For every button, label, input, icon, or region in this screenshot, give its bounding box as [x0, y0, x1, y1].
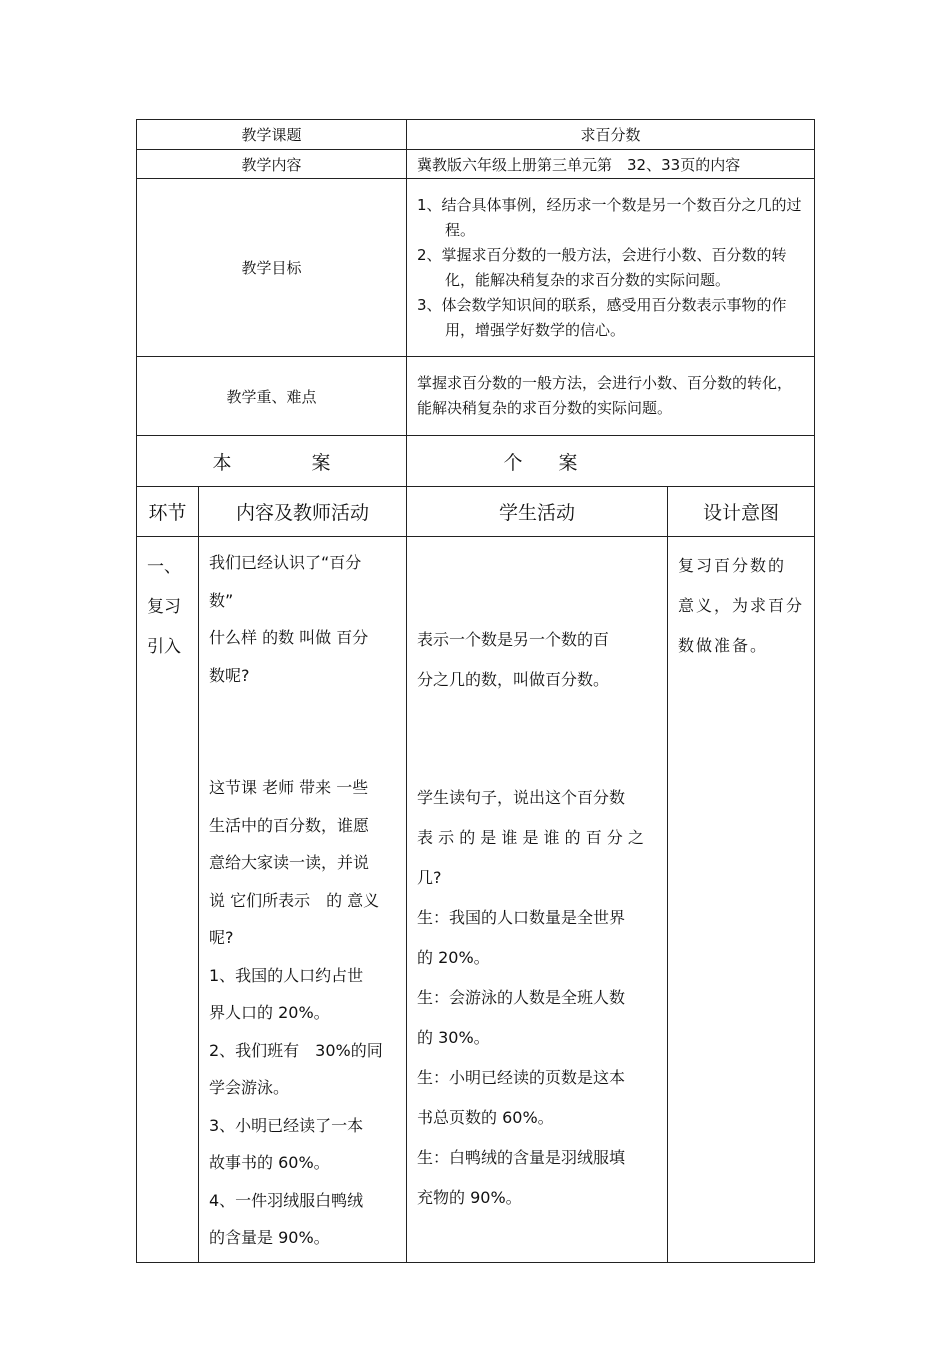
design-line: 复习百分数的 — [678, 556, 787, 575]
key-value-cell — [407, 357, 815, 436]
student-line: 生：白鸭绒的含量是羽绒服填 — [417, 1148, 626, 1167]
goal-item: 3、体会数学知识间的联系，感受用百分数表示事物的作用，增强学好数学的信心。 — [417, 295, 787, 339]
teacher-line: 数呢? — [209, 665, 250, 685]
student-line — [417, 700, 661, 740]
ge-an-char-1: 个 — [503, 451, 523, 474]
ben-an-char-2: 案 — [311, 451, 331, 474]
topic-label: 教学课题 — [137, 120, 407, 150]
design-line: 数做准备。 — [678, 636, 769, 655]
goal-item: 1、结合具体事例，经历求一个数是另一个数百分之几的过程。 — [417, 195, 802, 239]
teacher-line: 数” — [209, 590, 234, 610]
student-line: 学生读句子，说出这个百分数 — [417, 788, 626, 807]
key-label: 教学重、难点 — [137, 357, 407, 436]
column-header-row — [137, 487, 815, 537]
topic-row — [137, 120, 815, 150]
teacher-line: 呢? — [209, 928, 234, 947]
stage-line: 引入 — [147, 637, 181, 657]
student-line: 生：我国的人口数量是全世界 — [417, 908, 626, 927]
ge-an-header — [407, 436, 815, 487]
teacher-line: 生活中的百分数，谁愿 — [209, 815, 370, 835]
ge-an-char-2: 案 — [558, 451, 578, 474]
content-value: 冀教版六年级上册第三单元第 32、33页的内容 — [407, 150, 815, 179]
design-line: 意义，为求百分 — [678, 596, 805, 615]
topic-value: 求百分数 — [407, 120, 815, 150]
col-student: 学生活动 — [407, 487, 668, 537]
design-cell — [668, 537, 815, 1263]
teacher-line: 1、我国的人口约占世 — [209, 965, 364, 985]
student-cell — [407, 537, 668, 1263]
student-line: 分之几的数，叫做百分数。 — [417, 670, 610, 689]
lesson-plan-table — [136, 119, 815, 1263]
student-line: 书总页数的 60%。 — [417, 1108, 554, 1127]
teacher-line: 2、我们班有 30%的同 — [209, 1040, 383, 1060]
stage-cell — [137, 537, 199, 1263]
teacher-line: 的含量是 90%。 — [209, 1228, 330, 1247]
ben-an-char-1: 本 — [212, 451, 232, 474]
goals-cell — [407, 179, 815, 357]
teacher-line: 学会游泳。 — [209, 1078, 290, 1097]
teacher-line: 说 它们所表示 的 意义 — [209, 890, 380, 910]
content-row — [137, 150, 815, 179]
stage-line: 复习 — [147, 597, 181, 617]
stage-line: 一、 — [147, 557, 181, 577]
teacher-line: 3、小明已经读了一本 — [209, 1115, 364, 1135]
teacher-line: 我们已经认识了“百分 — [209, 553, 362, 572]
teacher-line: 界人口的 20%。 — [209, 1003, 330, 1022]
teacher-line: 什么样 的数 叫做 百分 — [209, 628, 369, 647]
student-line: 表示一个数是另一个数的百 — [417, 630, 610, 649]
teacher-line — [209, 694, 400, 732]
teacher-line — [209, 732, 400, 770]
goals-label: 教学目标 — [137, 179, 407, 357]
student-line: 的 30%。 — [417, 1028, 490, 1047]
student-line: 几? — [417, 868, 442, 887]
key-value: 掌握求百分数的一般方法，会进行小数、百分数的转化，能解决稍复杂的求百分数的实际问题。 — [417, 374, 793, 417]
content-label: 教学内容 — [137, 150, 407, 179]
key-row — [137, 357, 815, 436]
student-line: 充物的 90%。 — [417, 1188, 522, 1207]
teacher-cell — [199, 537, 407, 1263]
student-line: 生：小明已经读的页数是这本 — [417, 1068, 626, 1087]
student-line: 的 20%。 — [417, 948, 490, 967]
teacher-line: 这节课 老师 带来 一些 — [209, 778, 369, 797]
ben-an-header — [137, 436, 407, 487]
col-teacher: 内容及教师活动 — [199, 487, 407, 537]
plan-header-row — [137, 436, 815, 487]
goals-row — [137, 179, 815, 357]
goal-item: 2、掌握求百分数的一般方法，会进行小数、百分数的转化，能解决稍复杂的求百分数的实际问题。 — [417, 245, 787, 289]
teacher-line: 故事书的 60%。 — [209, 1153, 330, 1172]
teacher-line: 意给大家读一读，并说 — [209, 853, 370, 872]
student-line: 表 示 的 是 谁 是 谁 的 百 分 之 — [417, 828, 644, 847]
goals-list — [407, 189, 814, 347]
col-stage: 环节 — [137, 487, 199, 537]
teacher-line: 4、一件羽绒服白鸭绒 — [209, 1190, 364, 1210]
col-design: 设计意图 — [668, 487, 815, 537]
body-row — [137, 537, 815, 1263]
student-line: 生：会游泳的人数是全班人数 — [417, 988, 626, 1007]
